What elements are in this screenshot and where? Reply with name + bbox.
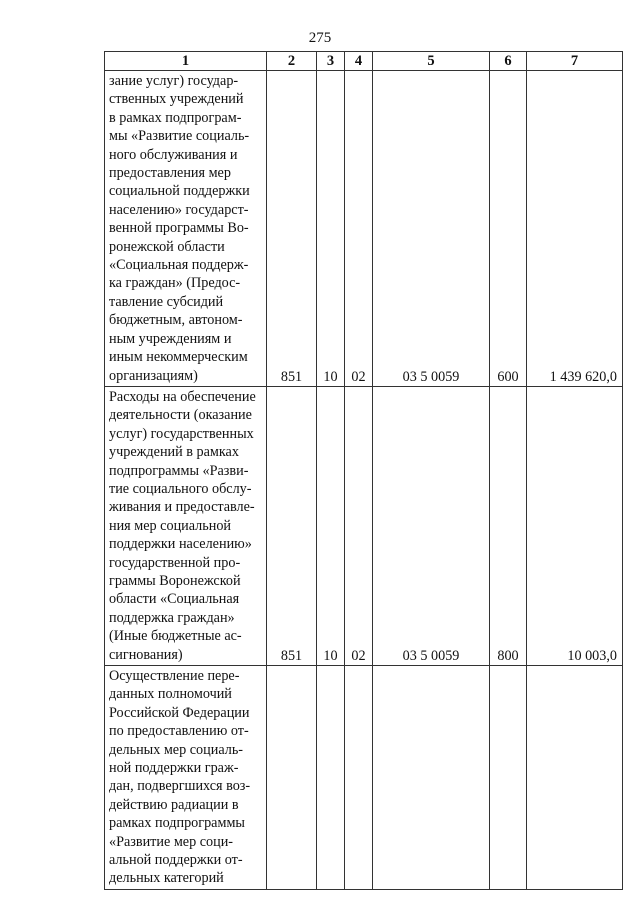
description-line: подпрограммы «Разви-	[109, 462, 249, 479]
description-line: по предоставлению от-	[109, 723, 249, 740]
col-header-7: 7	[527, 52, 623, 71]
description-line: ка граждан» (Предос-	[109, 275, 241, 292]
description-line: ным учреждениям и	[109, 330, 232, 347]
description-line: организациям)	[109, 367, 198, 384]
description-line: в рамках подпрограм-	[109, 109, 242, 126]
description-line: сигнования)	[109, 646, 183, 663]
row-description	[105, 666, 267, 890]
description-line: тавление субсидий	[109, 293, 224, 310]
cell-c7: 10 003,0	[527, 386, 623, 665]
description-line: действию радиации в	[109, 796, 239, 813]
description-line: граммы Воронежской	[109, 572, 241, 589]
col-header-3: 3	[317, 52, 345, 71]
description-line: учреждений в рамках	[109, 444, 239, 461]
description-line: альной поддержки от-	[109, 852, 243, 869]
cell-c5	[373, 666, 490, 890]
cell-c3: 10	[317, 71, 345, 387]
description-line: ного обслуживания и	[109, 146, 238, 163]
cell-c6: 800	[490, 386, 527, 665]
col-header-4: 4	[345, 52, 373, 71]
description-line: услуг) государственных	[109, 425, 254, 442]
page-number: 275	[308, 30, 332, 46]
description-line: Расходы на обеспечение	[109, 388, 256, 405]
cell-c4: 02	[345, 386, 373, 665]
description-line: области «Социальная	[109, 591, 240, 608]
description-line: Осуществление пере-	[109, 668, 240, 684]
description-line: дан, подвергшихся воз-	[109, 778, 251, 795]
cell-c2: 851	[267, 71, 317, 387]
cell-c5: 03 5 0059	[373, 71, 490, 387]
cell-c3	[317, 666, 345, 890]
description-line: зание услуг) государ-	[109, 73, 239, 89]
description-line: живания и предоставле-	[109, 499, 255, 516]
description-line: ния мер социальной	[109, 517, 232, 534]
description-line: ной поддержки граж-	[109, 760, 239, 777]
description-line: дельных мер социаль-	[109, 741, 244, 758]
description-line: рамках подпрограммы	[109, 815, 245, 832]
cell-c2: 851	[267, 386, 317, 665]
description-line: социальной поддержки	[109, 183, 250, 200]
cell-c7: 1 439 620,0	[527, 71, 623, 387]
description-line: иным некоммерческим	[109, 349, 248, 366]
description-line: венной программы Во-	[109, 220, 249, 237]
col-header-6: 6	[490, 52, 527, 71]
cell-c2	[267, 666, 317, 890]
description-line: поддержка граждан»	[109, 609, 235, 626]
description-line: ронежской области	[109, 238, 225, 255]
table-row	[105, 71, 623, 387]
description-line: предоставления мер	[109, 165, 231, 182]
table-row	[105, 666, 623, 890]
description-line: (Иные бюджетные ас-	[109, 628, 242, 645]
col-header-1: 1	[105, 52, 267, 71]
cell-c6: 600	[490, 71, 527, 387]
description-line: населению» государст-	[109, 201, 249, 218]
cell-c7	[527, 666, 623, 890]
cell-c6	[490, 666, 527, 890]
description-line: «Развитие мер соци-	[109, 833, 234, 850]
description-line: бюджетным, автоном-	[109, 312, 243, 329]
col-header-5: 5	[373, 52, 490, 71]
description-line: поддержки населению»	[109, 536, 252, 553]
description-line: государственной про-	[109, 554, 241, 571]
col-header-2: 2	[267, 52, 317, 71]
table-row	[105, 386, 623, 665]
description-line: деятельности (оказание	[109, 407, 252, 424]
description-line: мы «Развитие социаль-	[109, 128, 250, 145]
description-line: дельных категорий	[109, 870, 224, 887]
cell-c4	[345, 666, 373, 890]
description-line: ственных учреждений	[109, 91, 244, 108]
cell-c5: 03 5 0059	[373, 386, 490, 665]
description-line: Российской Федерации	[109, 704, 250, 721]
cell-c3: 10	[317, 386, 345, 665]
budget-table	[104, 51, 623, 890]
description-line: данных полномочий	[109, 686, 232, 703]
description-line: «Социальная поддерж-	[109, 257, 249, 274]
row-description	[105, 386, 267, 665]
cell-c4: 02	[345, 71, 373, 387]
header-row	[105, 52, 623, 71]
row-description	[105, 71, 267, 387]
description-line: тие социального обслу-	[109, 480, 252, 497]
